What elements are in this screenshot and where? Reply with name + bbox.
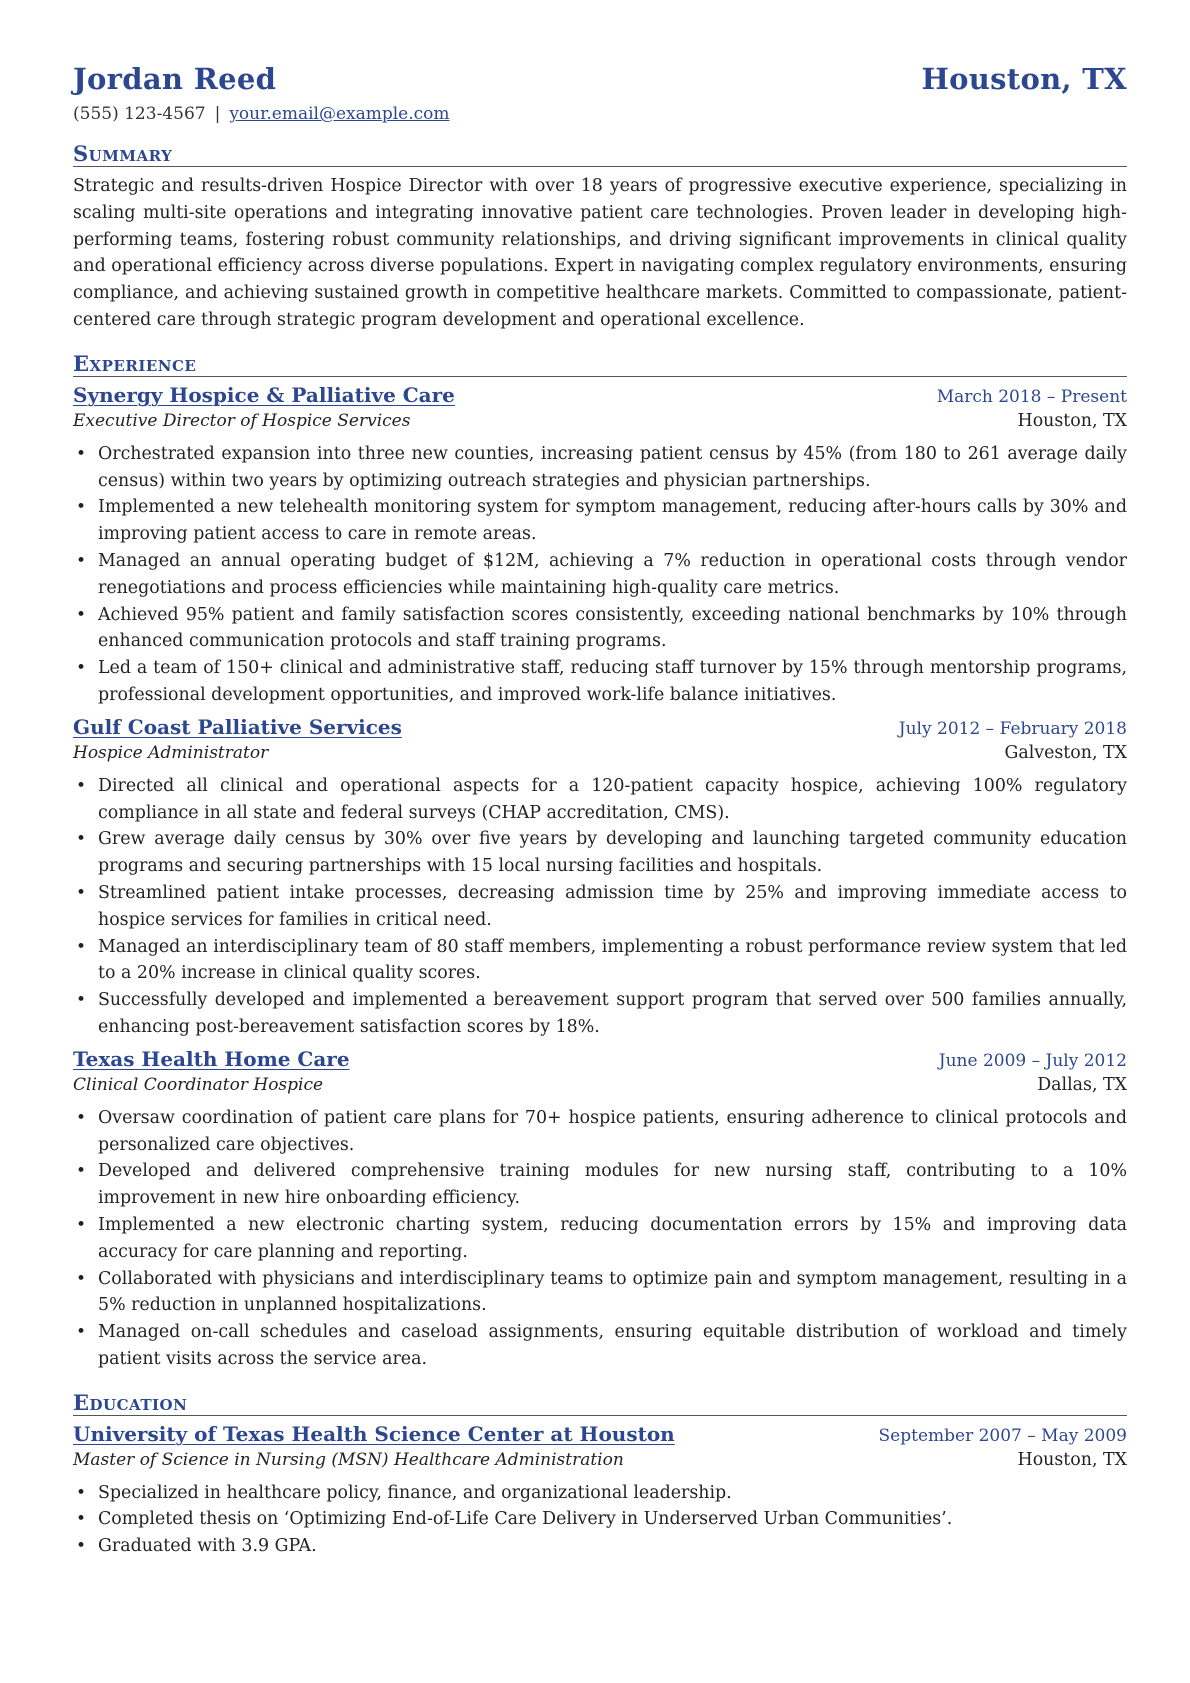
bullet-icon: • bbox=[76, 1322, 87, 1343]
bullet-icon: • bbox=[76, 990, 87, 1011]
job-dates: July 2012 – February 2018 bbox=[898, 718, 1127, 739]
bullet-item bbox=[73, 1158, 1127, 1212]
job-bullets bbox=[73, 1105, 1127, 1373]
job-bullets bbox=[73, 773, 1127, 1041]
bullet-text: Managed on-call schedules and caseload assignments, ensuring equitable distribution of workload and timely patient visits across the service area. bbox=[98, 1322, 1127, 1369]
contact-separator: | bbox=[214, 104, 221, 124]
phone-number: (555) 123-4567 bbox=[73, 104, 206, 124]
bullet-icon: • bbox=[76, 497, 87, 518]
bullet-text: Successfully developed and implemented a bereavement support program that served over 500 families annually, enhancing post-bereavement satisfaction scores by 18%. bbox=[98, 990, 1127, 1037]
job-entry bbox=[73, 1047, 1127, 1373]
job-title: Clinical Coordinator Hospice bbox=[73, 1074, 324, 1095]
job-location: Galveston, TX bbox=[1004, 742, 1127, 763]
bullet-text: Managed an interdisciplinary team of 80 staff members, implementing a robust performance review system that led to a 20% increase in clinical quality scores. bbox=[98, 936, 1127, 984]
bullet-icon: • bbox=[76, 1482, 87, 1503]
job-title: Executive Director of Hospice Services bbox=[73, 410, 411, 431]
bullet-item bbox=[73, 441, 1127, 495]
bullet-icon: • bbox=[76, 936, 87, 957]
employer-link[interactable]: Synergy Hospice & Palliative Care bbox=[73, 382, 455, 407]
resume-header bbox=[73, 62, 1127, 96]
bullet-icon: • bbox=[76, 1536, 87, 1557]
job-location: Dallas, TX bbox=[1037, 1074, 1127, 1095]
bullet-icon: • bbox=[76, 1268, 87, 1289]
job-entry bbox=[73, 715, 1127, 1041]
candidate-location: Houston, TX bbox=[921, 62, 1127, 96]
education-bullets bbox=[73, 1480, 1127, 1560]
bullet-text: Collaborated with physicians and interdisciplinary teams to optimize pain and symptom management, resulting in a 5% reduction in unplanned hospitalizations. bbox=[98, 1268, 1127, 1316]
bullet-text: Implemented a new electronic charting system, reducing documentation errors by 15% and improving data accuracy for care planning and reporting. bbox=[98, 1214, 1127, 1262]
summary-section-title: Summary bbox=[73, 142, 1127, 167]
bullet-icon: • bbox=[76, 882, 87, 903]
bullet-text: Implemented a new telehealth monitoring system for symptom management, reducing after-hours calls by 30% and improving patient access to care in remote areas. bbox=[98, 497, 1127, 545]
school-link[interactable]: University of Texas Health Science Center at Houston bbox=[73, 1421, 675, 1446]
bullet-text: Completed thesis on ‘Optimizing End-of-Life Care Delivery in Underserved Urban Communities’. bbox=[98, 1509, 953, 1530]
bullet-icon: • bbox=[76, 1509, 87, 1530]
bullet-text: Orchestrated expansion into three new counties, increasing patient census by 45% (from 180 to 261 average daily census) within two years by optimizing outreach strategies and physician partnerships. bbox=[98, 443, 1127, 491]
summary-text: Strategic and results-driven Hospice Director with over 18 years of progressive executive experience, specializing in scaling multi-site operations and integrating innovative patient care technologies. Proven leader in developing high-performing teams, fostering robust community relationships, and driving significant improvements in clinical quality and operational efficiency across diverse populations. Expert in navigating complex regulatory environments, ensuring compliance, and achieving sustained growth in competitive healthcare markets. Committed to compassionate, patient-centered care through strategic program development and operational excellence. bbox=[73, 176, 1127, 330]
bullet-item bbox=[73, 987, 1127, 1041]
contact-row bbox=[73, 104, 1127, 124]
bullet-icon: • bbox=[76, 658, 87, 679]
bullet-item bbox=[73, 1506, 1127, 1533]
degree-title: Master of Science in Nursing (MSN) Healthcare Administration bbox=[73, 1449, 624, 1470]
bullet-text: Oversaw coordination of patient care plans for 70+ hospice patients, ensuring adherence to clinical protocols and personalized care objectives. bbox=[98, 1107, 1127, 1155]
bullet-icon: • bbox=[76, 1107, 87, 1128]
bullet-item bbox=[73, 1480, 1127, 1507]
resume-page bbox=[73, 62, 1127, 1560]
bullet-text: Directed all clinical and operational aspects for a 120-patient capacity hospice, achieving 100% regulatory compliance in all state and federal surveys (CHAP accreditation, CMS). bbox=[98, 775, 1127, 823]
job-title: Hospice Administrator bbox=[73, 742, 269, 763]
bullet-text: Streamlined patient intake processes, decreasing admission time by 25% and improving immediate access to hospice services for families in critical need. bbox=[98, 882, 1127, 930]
bullet-text: Graduated with 3.9 GPA. bbox=[98, 1536, 317, 1557]
job-location: Houston, TX bbox=[1017, 410, 1127, 431]
email-link[interactable]: your.email@example.com bbox=[229, 104, 450, 124]
employer-link[interactable]: Gulf Coast Palliative Services bbox=[73, 714, 402, 739]
bullet-text: Led a team of 150+ clinical and administrative staff, reducing staff turnover by 15% through mentorship programs, professional development opportunities, and improved work-life balance initiatives. bbox=[98, 658, 1127, 705]
candidate-name: Jordan Reed bbox=[73, 62, 277, 96]
bullet-icon: • bbox=[76, 1214, 87, 1235]
employer-link[interactable]: Texas Health Home Care bbox=[73, 1046, 350, 1071]
job-dates: June 2009 – July 2012 bbox=[938, 1050, 1127, 1071]
bullet-item bbox=[73, 773, 1127, 827]
bullet-icon: • bbox=[76, 829, 87, 850]
bullet-item bbox=[73, 548, 1127, 602]
job-entry bbox=[73, 383, 1127, 709]
education-section-title: Education bbox=[73, 1391, 1127, 1416]
education-dates: September 2007 – May 2009 bbox=[878, 1425, 1127, 1446]
experience-section-title: Experience bbox=[73, 352, 1127, 377]
bullet-item bbox=[73, 602, 1127, 656]
bullet-item bbox=[73, 880, 1127, 934]
bullet-item bbox=[73, 826, 1127, 880]
bullet-text: Developed and delivered comprehensive training modules for new nursing staff, contributing to a 10% improvement in new hire onboarding efficiency. bbox=[98, 1161, 1127, 1209]
bullet-text: Specialized in healthcare policy, finance, and organizational leadership. bbox=[98, 1482, 732, 1503]
bullet-icon: • bbox=[76, 604, 87, 625]
bullet-icon: • bbox=[76, 550, 87, 571]
bullet-icon: • bbox=[76, 443, 87, 464]
job-dates: March 2018 – Present bbox=[936, 386, 1127, 407]
bullet-text: Managed an annual operating budget of $12M, achieving a 7% reduction in operational costs through vendor renegotiations and process efficiencies while maintaining high-quality care metrics. bbox=[98, 550, 1127, 598]
bullet-item bbox=[73, 1533, 1127, 1560]
bullet-item bbox=[73, 1266, 1127, 1320]
bullet-item bbox=[73, 494, 1127, 548]
education-entry bbox=[73, 1422, 1127, 1560]
bullet-text: Achieved 95% patient and family satisfaction scores consistently, exceeding national benchmarks by 10% through enhanced communication protocols and staff training programs. bbox=[98, 604, 1127, 652]
bullet-item bbox=[73, 1105, 1127, 1159]
bullet-icon: • bbox=[76, 775, 87, 796]
bullet-icon: • bbox=[76, 1161, 87, 1182]
school-location: Houston, TX bbox=[1017, 1449, 1127, 1470]
bullet-item bbox=[73, 1212, 1127, 1266]
job-bullets bbox=[73, 441, 1127, 709]
bullet-item bbox=[73, 934, 1127, 988]
bullet-item bbox=[73, 655, 1127, 709]
bullet-text: Grew average daily census by 30% over five years by developing and launching targeted community education programs and securing partnerships with 15 local nursing facilities and hospitals. bbox=[98, 829, 1127, 877]
bullet-item bbox=[73, 1319, 1127, 1373]
